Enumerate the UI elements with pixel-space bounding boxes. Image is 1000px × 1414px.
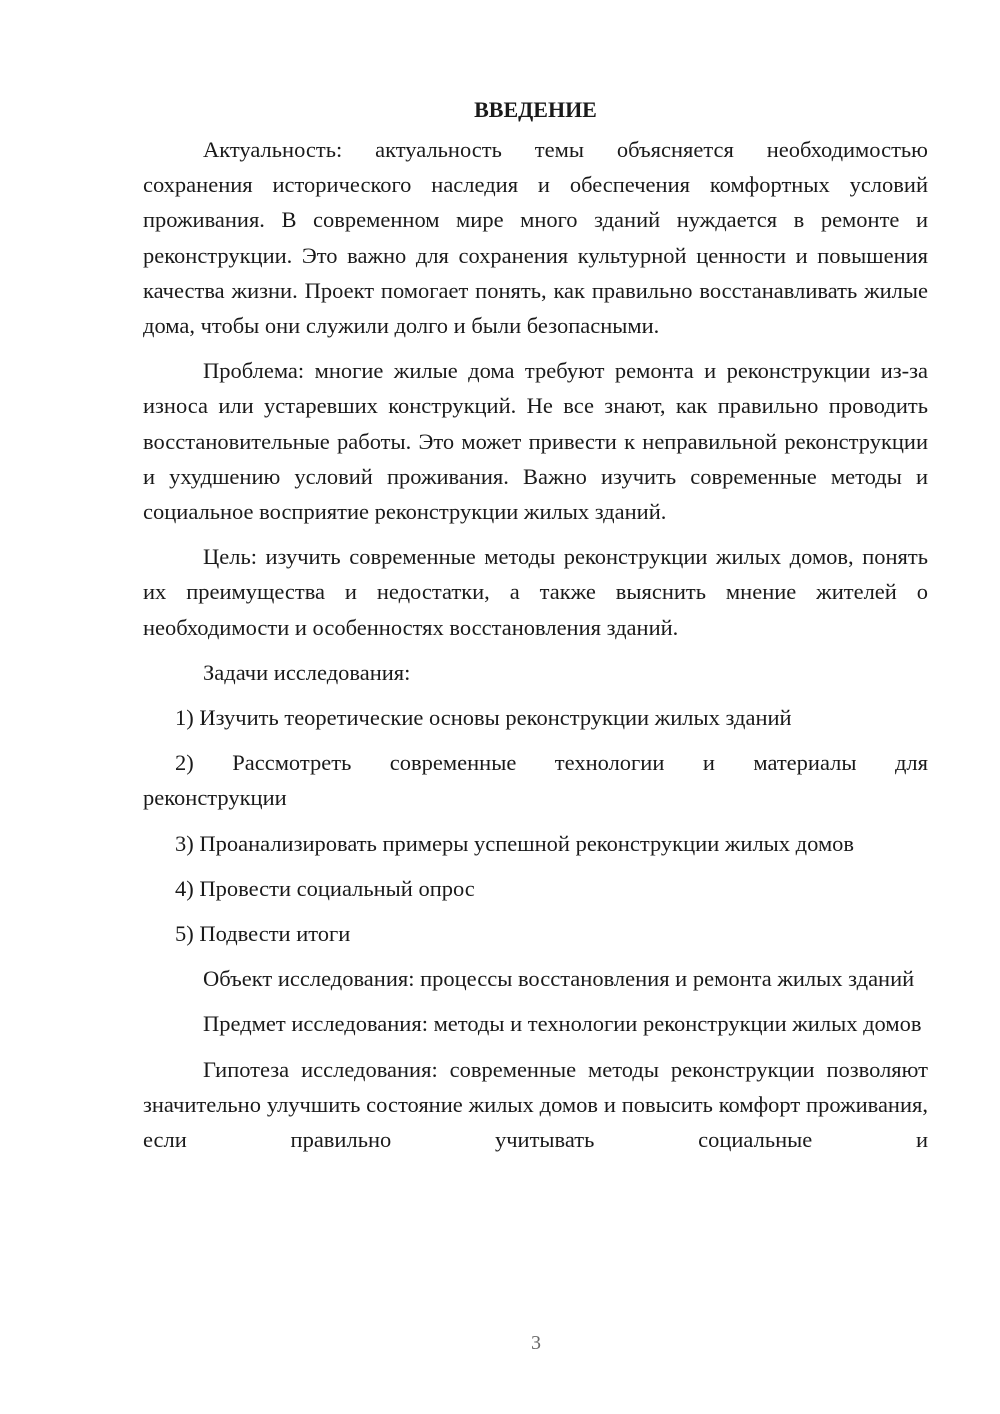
paragraph-subject: Предмет исследования: методы и технологии реконструкции жилых домов — [203, 1011, 922, 1037]
task-item-5: 5) Подвести итоги — [175, 921, 351, 947]
task-item-3: 3) Проанализировать примеры успешной реконструкции жилых домов — [175, 830, 855, 856]
page-number: 3 — [531, 1332, 541, 1354]
paragraph-object: Объект исследования: процессы восстановления и ремонта жилых зданий — [203, 966, 915, 992]
paragraph-goal: Цель: изучить современные методы реконструкции жилых домов, понять их преимущества и недостатки, а также выяснить мнение жителей о необходимости и особенностях восстановления зданий. — [143, 544, 928, 640]
section-title: ВВЕДЕНИЕ — [474, 97, 597, 122]
paragraph-hypothesis: Гипотеза исследования: современные методы реконструкции позволяют значительно улучшить состояние жилых домов и повысить комфорт проживания, если правильно учитывать социальные и — [143, 1056, 928, 1153]
task-item-1: 1) Изучить теоретические основы реконструкции жилых зданий — [175, 705, 792, 731]
document-page — [143, 92, 928, 1167]
paragraph-problem: Проблема: многие жилые дома требуют ремонта и реконструкции из-за износа или устаревших конструкций. Не все знают, как правильно проводить восстановительные работы. Это может привести к неправильной реконструкции и ухудшению условий проживания. Важно изучить современные методы и социальное восприятие реконструкции жилых зданий. — [143, 358, 928, 525]
task-item-2: 2) Рассмотреть современные технологии и материалы для реконструкции — [143, 750, 928, 811]
tasks-heading: Задачи исследования: — [203, 659, 411, 685]
task-item-4: 4) Провести социальный опрос — [175, 875, 475, 901]
paragraph-relevance: Актуальность: актуальность темы объясняется необходимостью сохранения исторического наследия и обеспечения комфортных условий проживания. В современном мире много зданий нуждается в ремонте и реконструкции. Это важно для сохранения культурной ценности и повышения качества жизни. Проект помогает понять, как правильно восстанавливать жилые дома, чтобы они служили долго и были безопасными. — [143, 137, 928, 339]
